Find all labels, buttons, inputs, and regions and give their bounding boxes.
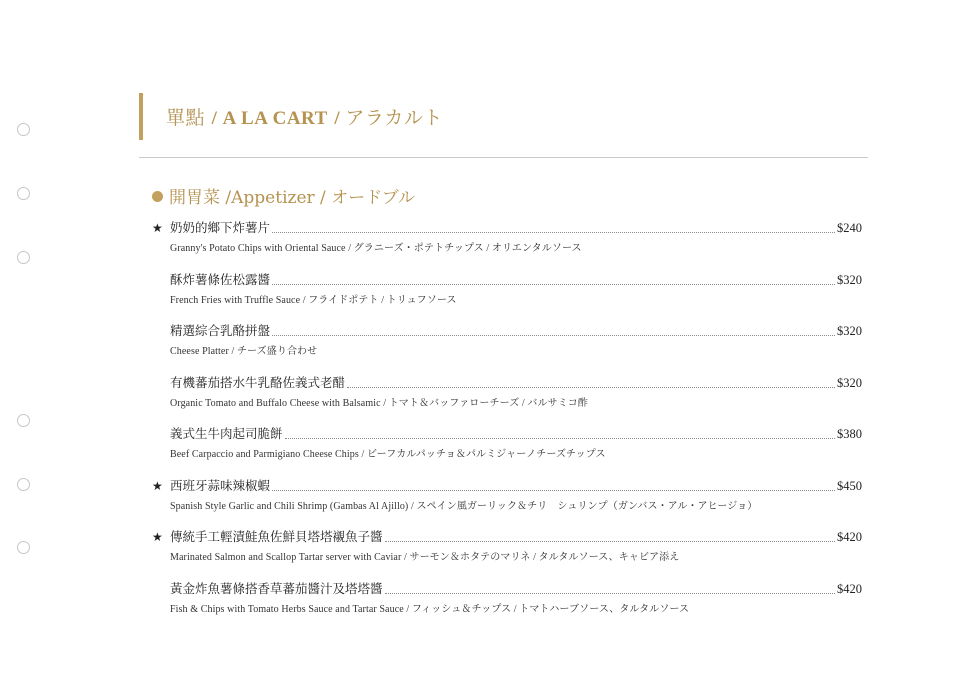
item-name: 傳統手工輕漬鮭魚佐鮮貝塔塔襯魚子醬 xyxy=(170,529,383,544)
item-description: Spanish Style Garlic and Chili Shrimp (Gambas Al Ajillo) / スペイン風ガーリック＆チリ シュリンプ（ガンバス・アル・アヒージョ） xyxy=(170,500,758,512)
item-price: $420 xyxy=(837,530,862,544)
page-title-cn: 單點 xyxy=(166,107,206,129)
item-description: Fish & Chips with Tomato Herbs Sauce and Tartar Sauce / フィッシュ＆チップス / トマトハーブソース、タルタルソース xyxy=(170,603,690,615)
item-name: 有機蕃茄搭水牛乳酪佐義式老醋 xyxy=(170,374,346,390)
item-description: Beef Carpaccio and Parmigiano Cheese Chips / ビーフカルパッチョ＆パルミジャーノチーズチップス xyxy=(170,449,606,460)
binder-hole xyxy=(17,414,30,427)
item-price: $320 xyxy=(837,324,862,338)
item-description: Granny's Potato Chips with Oriental Sauce / グラニーズ・ポテトチップス / オリエンタルソース xyxy=(170,243,582,254)
item-price: $450 xyxy=(837,478,862,493)
page-title-en: A LA CART xyxy=(222,108,328,129)
binder-hole xyxy=(17,187,30,200)
page-title-jp: アラカルト xyxy=(345,107,443,129)
item-description: French Fries with Truffle Sauce / フライドポテト / トリュフソース xyxy=(170,294,457,306)
dotted-leader xyxy=(272,231,835,233)
item-name: 酥炸薯條佐松露醬 xyxy=(170,271,271,287)
section-title-jp: オードブル xyxy=(331,188,416,208)
star-icon: ★ xyxy=(152,221,163,235)
section-title-sep: / xyxy=(220,188,232,208)
menu-item xyxy=(152,579,862,631)
page-title-sep: / xyxy=(334,108,346,129)
dotted-leader xyxy=(272,489,835,491)
menu-list xyxy=(152,218,862,630)
section-title xyxy=(152,183,415,208)
section-title-en: Appetizer xyxy=(231,188,315,208)
dotted-leader xyxy=(272,334,835,336)
binder-hole xyxy=(17,251,30,264)
item-price: $240 xyxy=(837,221,862,235)
item-name: 義式生牛肉起司脆餅 xyxy=(170,426,283,441)
item-name: 黃金炸魚薯條搭香草蕃茄醬汁及塔塔醬 xyxy=(170,580,383,596)
section-title-sep: / xyxy=(314,188,326,208)
menu-item xyxy=(152,476,862,528)
header-accent-bar xyxy=(139,93,143,140)
item-price: $320 xyxy=(837,272,862,287)
dotted-leader xyxy=(385,592,835,594)
menu-item xyxy=(152,321,862,373)
menu-item xyxy=(152,270,862,322)
item-price: $320 xyxy=(837,375,862,390)
dotted-leader xyxy=(272,283,835,285)
binder-hole xyxy=(17,478,30,491)
dotted-leader xyxy=(347,386,835,388)
item-price: $380 xyxy=(837,427,862,441)
page-title xyxy=(166,103,443,130)
item-description: Marinated Salmon and Scallop Tartar server with Caviar / サーモン＆ホタテのマリネ / タルタルソース、キャビア添え xyxy=(170,552,680,563)
dotted-leader xyxy=(385,540,835,542)
binder-hole xyxy=(17,541,30,554)
item-name: 精選綜合乳酪拼盤 xyxy=(170,323,271,338)
menu-item xyxy=(152,373,862,425)
header-divider xyxy=(139,157,868,158)
item-description: Cheese Platter / チーズ盛り合わせ xyxy=(170,346,318,357)
star-icon: ★ xyxy=(152,530,163,544)
bullet-dot-icon xyxy=(152,191,163,202)
item-name: 西班牙蒜味辣椒蝦 xyxy=(170,477,271,493)
item-price: $420 xyxy=(837,581,862,596)
menu-item xyxy=(152,424,862,476)
star-icon: ★ xyxy=(152,478,163,493)
item-description: Organic Tomato and Buffalo Cheese with Balsamic / トマト＆バッファローチーズ / バルサミコ酢 xyxy=(170,397,588,409)
menu-item xyxy=(152,218,862,270)
binder-hole xyxy=(17,123,30,136)
section-title-cn: 開胃菜 xyxy=(169,188,220,208)
menu-item xyxy=(152,527,862,579)
page-title-sep: / xyxy=(211,108,223,129)
dotted-leader xyxy=(285,437,835,439)
item-name: 奶奶的鄉下炸薯片 xyxy=(170,220,271,235)
